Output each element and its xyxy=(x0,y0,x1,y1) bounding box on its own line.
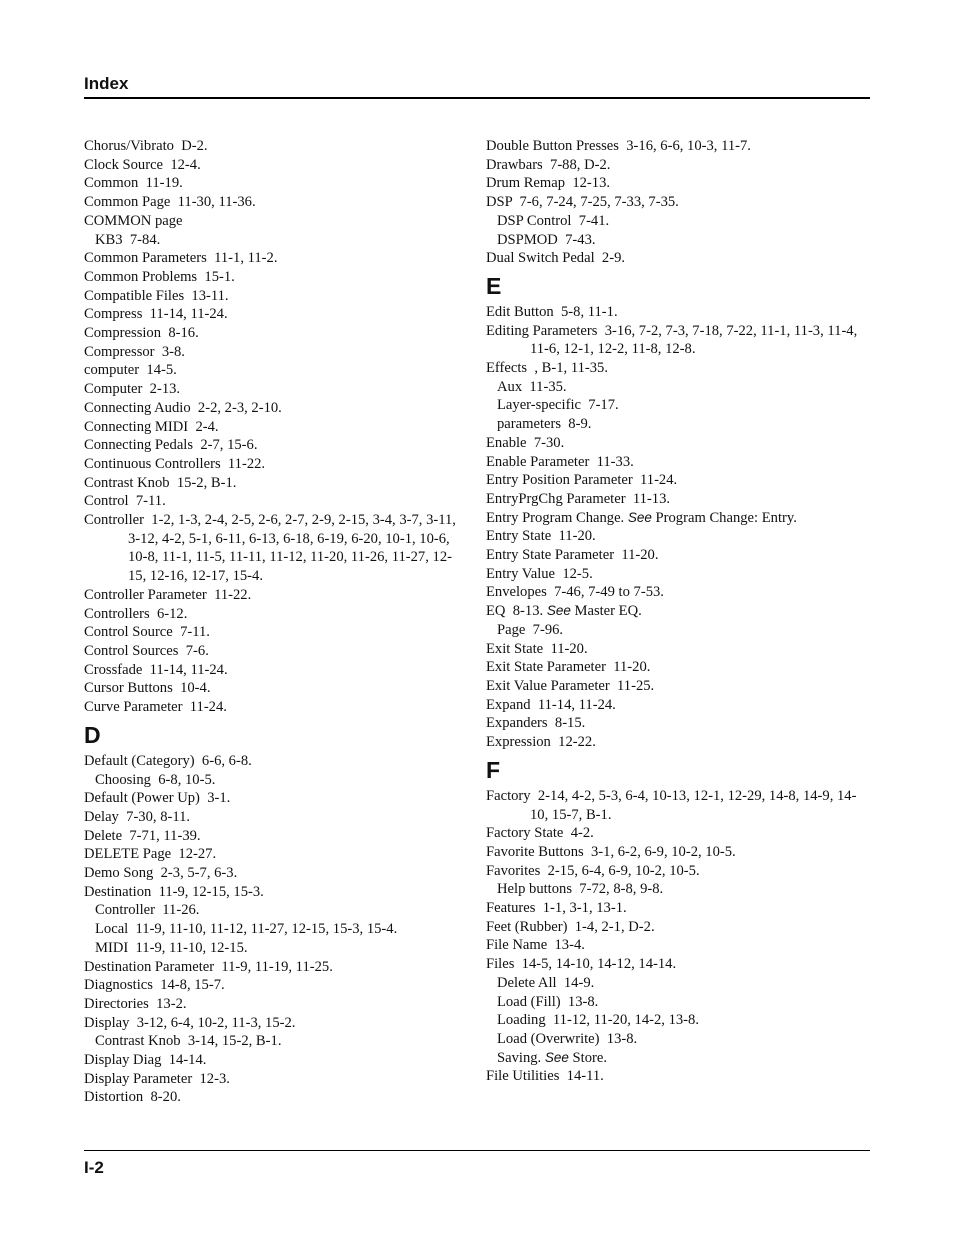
index-entry: Favorite Buttons 3-1, 6-2, 6-9, 10-2, 10-5. xyxy=(486,843,736,860)
index-entry: File Name 13-4. xyxy=(486,937,585,954)
index-entry: Dual Switch Pedal 2-9. xyxy=(486,250,626,267)
see-target: Store. xyxy=(568,1049,607,1066)
index-entry: Default (Category) 6-6, 6-8. xyxy=(84,752,252,769)
index-entry: Control Sources 7-6. xyxy=(84,642,209,659)
index-entry: Controller Parameter 11-22. xyxy=(84,586,252,603)
index-entry: Curve Parameter 11-24. xyxy=(84,699,227,716)
index-entry: Exit State 11-20. xyxy=(486,640,588,657)
index-entry: Enable Parameter 11-33. xyxy=(486,453,634,470)
index-entry: Expression 12-22. xyxy=(486,734,596,751)
index-subentry: Page 7-96. xyxy=(497,621,564,638)
page-header-title: Index xyxy=(84,74,129,93)
index-entry: Contrast Knob 15-2, B-1. xyxy=(84,474,237,491)
index-entry: Entry State Parameter 11-20. xyxy=(486,547,659,564)
index-entry: Diagnostics 14-8, 15-7. xyxy=(84,977,225,994)
index-entry: Common 11-19. xyxy=(84,175,183,192)
index-entry: DELETE Page 12-27. xyxy=(84,846,217,863)
index-entry: Editing Parameters 3-16, 7-2, 7-3, 7-18, 7-22, 11-1, 11-3, 11-4, 11-6, 12-1, 12-2, 11-8, 12-8. xyxy=(486,322,861,358)
index-entry xyxy=(486,602,870,621)
index-entry: Entry State 11-20. xyxy=(486,528,596,545)
index-entry: Distortion 8-20. xyxy=(84,1089,181,1106)
index-entry: Exit Value Parameter 11-25. xyxy=(486,677,655,694)
index-entry: Compatible Files 13-11. xyxy=(84,287,229,304)
index-entry: computer 14-5. xyxy=(84,362,177,379)
index-column-right xyxy=(486,137,870,1086)
index-entry: Clock Source 12-4. xyxy=(84,156,201,173)
index-entry: DSP 7-6, 7-24, 7-25, 7-33, 7-35. xyxy=(486,194,679,211)
index-entry: Enable 7-30. xyxy=(486,434,565,451)
index-section-letter: F xyxy=(486,756,501,783)
index-entry: Compress 11-14, 11-24. xyxy=(84,306,228,323)
footer-rule xyxy=(84,1150,870,1151)
page-number: I-2 xyxy=(84,1158,104,1177)
index-entry: Features 1-1, 3-1, 13-1. xyxy=(486,900,627,917)
index-subentry xyxy=(486,1049,870,1068)
see-reference: See xyxy=(544,1049,569,1065)
see-reference: See xyxy=(627,509,652,525)
index-subentry: Delete All 14-9. xyxy=(497,974,595,991)
index-entry: Controller 1-2, 1-3, 2-4, 2-5, 2-6, 2-7, 2-9, 2-15, 3-4, 3-7, 3-11, 3-12, 4-2, 5-1, 6-11, 6-13, 6-18, 6-19, 6-20, 10-1, 10-6, 10-8, 11-1, 11-5, 11-11, 11-12, 11-20, 11-26, 11-27, 12-15, 12-16, 12-17, 15-4. xyxy=(84,512,460,585)
index-entry: Expanders 8-15. xyxy=(486,715,586,732)
entry-text: EQ 8-13. xyxy=(486,603,547,620)
index-entry: Connecting Pedals 2-7, 15-6. xyxy=(84,437,258,454)
index-entry: Envelopes 7-46, 7-49 to 7-53. xyxy=(486,584,664,601)
index-entry: Factory 2-14, 4-2, 5-3, 6-4, 10-13, 12-1, 12-29, 14-8, 14-9, 14-10, 15-7, B-1. xyxy=(486,787,857,823)
index-subentry: Controller 11-26. xyxy=(95,902,200,919)
index-entry: COMMON page xyxy=(84,212,183,229)
index-section-letter: D xyxy=(84,721,101,748)
index-entry: Destination 11-9, 12-15, 15-3. xyxy=(84,883,264,900)
index-entry: Edit Button 5-8, 11-1. xyxy=(486,303,618,320)
index-entry: Connecting Audio 2-2, 2-3, 2-10. xyxy=(84,399,282,416)
index-entry: Computer 2-13. xyxy=(84,381,181,398)
index-entry: Entry Position Parameter 11-24. xyxy=(486,472,678,489)
index-subentry: Load (Fill) 13-8. xyxy=(497,993,599,1010)
index-subentry: Choosing 6-8, 10-5. xyxy=(95,771,216,788)
entry-text: Entry Program Change. xyxy=(486,509,628,526)
index-entry: Compression 8-16. xyxy=(84,325,199,342)
index-subentry: DSPMOD 7-43. xyxy=(497,231,596,248)
index-entry: Drawbars 7-88, D-2. xyxy=(486,156,611,173)
index-entry: Delay 7-30, 8-11. xyxy=(84,808,191,825)
index-entry: Default (Power Up) 3-1. xyxy=(84,790,231,807)
index-entry: Delete 7-71, 11-39. xyxy=(84,827,201,844)
index-entry: Directories 13-2. xyxy=(84,995,187,1012)
index-entry: Common Problems 15-1. xyxy=(84,268,235,285)
index-entry: Factory State 4-2. xyxy=(486,825,594,842)
index-entry xyxy=(486,509,870,528)
see-target: Program Change: Entry. xyxy=(651,509,797,526)
index-entry: Chorus/Vibrato D-2. xyxy=(84,138,208,154)
index-subentry: Load (Overwrite) 13-8. xyxy=(497,1030,638,1047)
index-subentry: Layer-specific 7-17. xyxy=(497,397,619,414)
index-entry: Destination Parameter 11-9, 11-19, 11-25. xyxy=(84,958,333,975)
index-entry: Expand 11-14, 11-24. xyxy=(486,696,616,713)
index-entry: Control Source 7-11. xyxy=(84,624,210,641)
index-subentry: Aux 11-35. xyxy=(497,378,567,395)
index-entry: Common Page 11-30, 11-36. xyxy=(84,194,256,211)
index-entry: Cursor Buttons 10-4. xyxy=(84,680,211,697)
index-entry: Controllers 6-12. xyxy=(84,605,188,622)
index-subentry: DSP Control 7-41. xyxy=(497,212,610,229)
index-entry: Connecting MIDI 2-4. xyxy=(84,418,219,435)
index-subentry: parameters 8-9. xyxy=(497,416,592,433)
index-entry: Display Diag 14-14. xyxy=(84,1052,207,1069)
index-entry: Continuous Controllers 11-22. xyxy=(84,455,266,472)
index-entry: Common Parameters 11-1, 11-2. xyxy=(84,250,278,267)
index-entry: Demo Song 2-3, 5-7, 6-3. xyxy=(84,865,238,882)
index-entry: Effects , B-1, 11-35. xyxy=(486,360,608,377)
index-subentry: KB3 7-84. xyxy=(95,231,161,248)
index-entry: Crossfade 11-14, 11-24. xyxy=(84,661,228,678)
see-reference: See xyxy=(546,603,571,619)
index-subentry: Local 11-9, 11-10, 11-12, 11-27, 12-15, 15-3, 15-4. xyxy=(95,921,398,938)
entry-text: Saving. xyxy=(497,1049,545,1066)
index-entry: Double Button Presses 3-16, 6-6, 10-3, 11-7. xyxy=(486,138,751,154)
see-target: Master EQ. xyxy=(570,603,642,620)
index-entry: Exit State Parameter 11-20. xyxy=(486,659,651,676)
index-subentry: Help buttons 7-72, 8-8, 9-8. xyxy=(497,881,664,898)
index-entry: File Utilities 14-11. xyxy=(486,1068,604,1085)
index-entry: Display Parameter 12-3. xyxy=(84,1070,230,1087)
index-section-letter: E xyxy=(486,272,502,299)
index-column-left xyxy=(84,137,462,1107)
index-entry: Display 3-12, 6-4, 10-2, 11-3, 15-2. xyxy=(84,1014,296,1031)
index-entry: Favorites 2-15, 6-4, 6-9, 10-2, 10-5. xyxy=(486,862,700,879)
index-entry: Entry Value 12-5. xyxy=(486,565,593,582)
index-subentry: Contrast Knob 3-14, 15-2, B-1. xyxy=(95,1033,282,1050)
index-entry: Compressor 3-8. xyxy=(84,343,185,360)
index-entry: EntryPrgChg Parameter 11-13. xyxy=(486,490,671,507)
index-entry: Control 7-11. xyxy=(84,493,166,510)
index-subentry: Loading 11-12, 11-20, 14-2, 13-8. xyxy=(497,1012,699,1029)
header-rule xyxy=(84,97,870,99)
index-entry: Feet (Rubber) 1-4, 2-1, D-2. xyxy=(486,918,655,935)
index-entry: Drum Remap 12-13. xyxy=(486,175,611,192)
index-subentry: MIDI 11-9, 11-10, 12-15. xyxy=(95,939,248,956)
index-entry: Files 14-5, 14-10, 14-12, 14-14. xyxy=(486,956,677,973)
